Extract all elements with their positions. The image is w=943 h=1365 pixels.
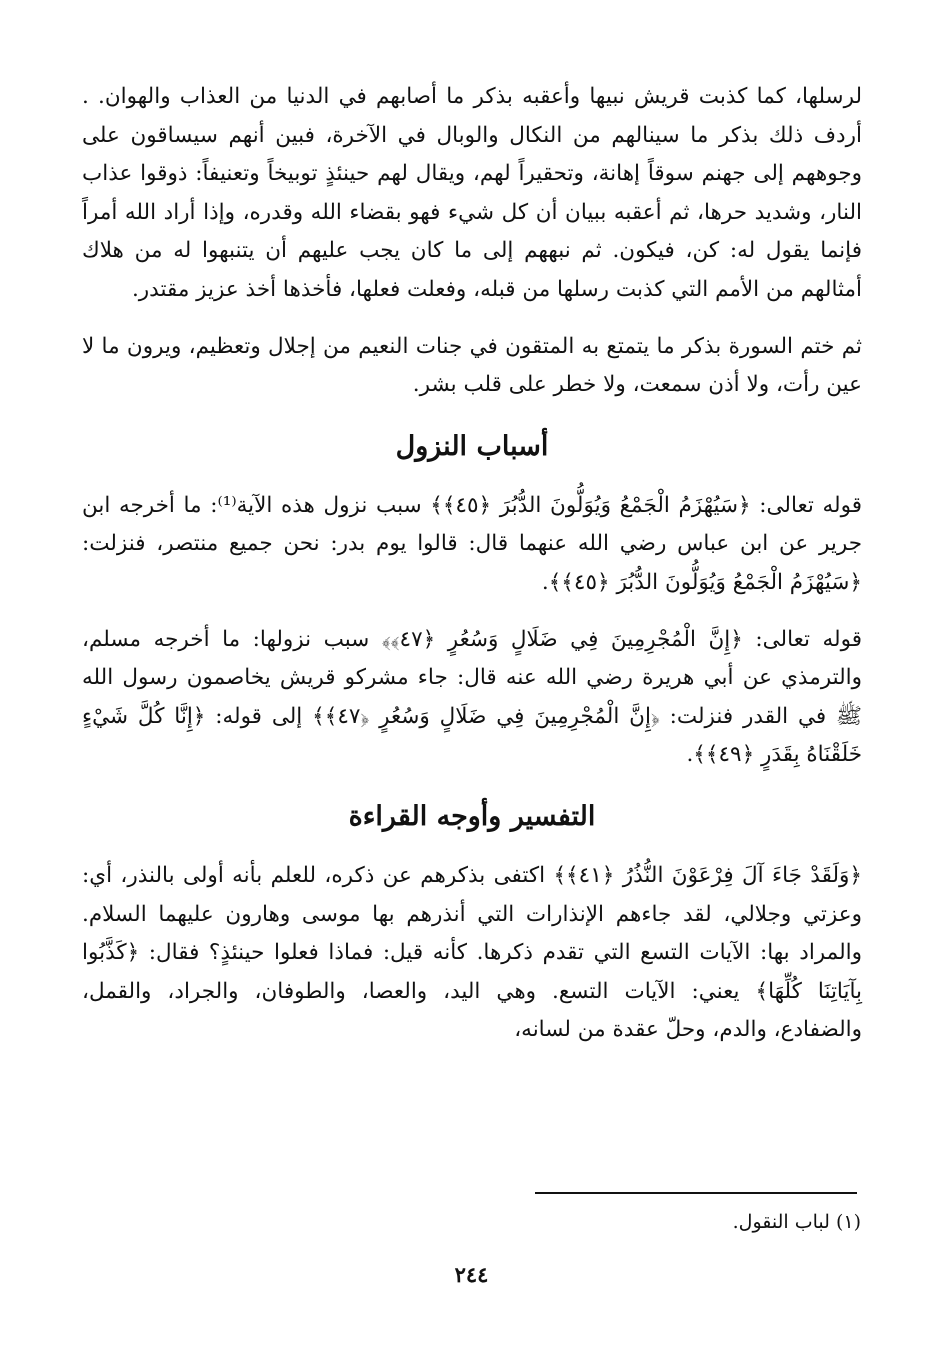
intro-paragraph-1: لرسلها، كما كذبت قريش نبيها وأعقبه بذكر ما أصابهم في الدنيا من العذاب والهوان. . أردف ذلك بذكر ما سينالهم من النكال والوبال في الآخرة، فبين أنهم سيساقون على وجوههم إلى جهنم سوقاً إهانة، وتحقيراً لهم، ويقال لهم حينئذٍ توبيخاً وتعنيفاً: ذوقوا عذاب النار، وشديد حرها، ثم أعقبه ببيان أن كل شيء فهو بقضاء الله وقدره، وإذا أراد الله أمراً فإنما يقول له: كن، فيكون. ثم نبههم إلى ما كان يجب عليهم أن يتنبهوا له من هلاك أمثالهم من الأمم التي كذبت رسلها من قبله، وفعلت فعلها، فأخذها أخذ عزيز مقتدر. [82,84,863,302]
section-heading-tafsir: التفسير وأوجه القراءة [348,800,596,832]
footnote-divider [535,1192,857,1194]
section-heading-reasons-of-revelation: أسباب النزول [395,430,549,462]
paragraph-gap [82,310,862,328]
reasons-paragraph-2: قوله تعالى: ﴿إِنَّ الْمُجْرِمِينَ فِي ضَلَالٍ وَسُعُرٍ ﴿٤٧﴾﴾ سبب نزولها: ما أخرجه مسلم، والترمذي عن أبي هريرة رضي الله عنه قال: جاء مشركو قريش يخاصمون رسول الله ﷺ في القدر فنزلت: ﴿إِنَّ الْمُجْرِمِينَ فِي ضَلَالٍ وَسُعُرٍ ﴿٤٧﴾﴾ إلى قوله: ﴿إِنَّا كُلَّ شَيْءٍ خَلَقْنَاهُ بِقَدَرٍ ﴿٤٩﴾﴾. [82,626,863,768]
page-number: ٢٤٤ [454,1262,489,1287]
intro-paragraph-2: ثم ختم السورة بذكر ما يتمتع به المتقون في جنات النعيم من إجلال وتعظيم، ويرون ما لا عين رأت، ولا أذن سمعت، ولا خطر على قلب بشر. [82,333,862,398]
page-body [82,78,862,1050]
footnote: (١) لباب النقول. [732,1211,861,1233]
paragraph-gap [82,603,862,621]
reasons-paragraph-1: قوله تعالى: ﴿سَيُهْزَمُ الْجَمْعُ وَيُوَلُّونَ الدُّبُرَ ﴿٤٥﴾﴾ سبب نزول هذه الآية⁽¹⁾: ما أخرجه ابن جرير عن ابن عباس رضي الله عنهما قال: قالوا يوم بدر: نحن جميع منتصر، فنزلت: ﴿سَيُهْزَمُ الْجَمْعُ وَيُوَلُّونَ الدُّبُرَ ﴿٤٥﴾﴾. [82,492,862,595]
tafsir-paragraph-1: ﴿وَلَقَدْ جَاءَ آلَ فِرْعَوْنَ النُّذُرُ ﴿٤١﴾﴾ اكتفى بذكرهم عن ذكره، للعلم بأنه أولى بالنذر، أي: وعزتي وجلالي، لقد جاءهم الإنذارات التي أنذرهم بها موسى وهارون عليهما السلام. والمراد بها: الآيات التسع التي تقدم ذكرها. كأنه قيل: فماذا فعلوا حينئذٍ؟ فقال: ﴿كَذَّبُوا بِآيَاتِنَا كُلِّهَا﴾ يعني: الآيات التسع. وهي اليد، والعصا، والطوفان، والجراد، والقمل، والضفادع، والدم، وحلّ عقدة من لسانه، [82,862,862,1043]
